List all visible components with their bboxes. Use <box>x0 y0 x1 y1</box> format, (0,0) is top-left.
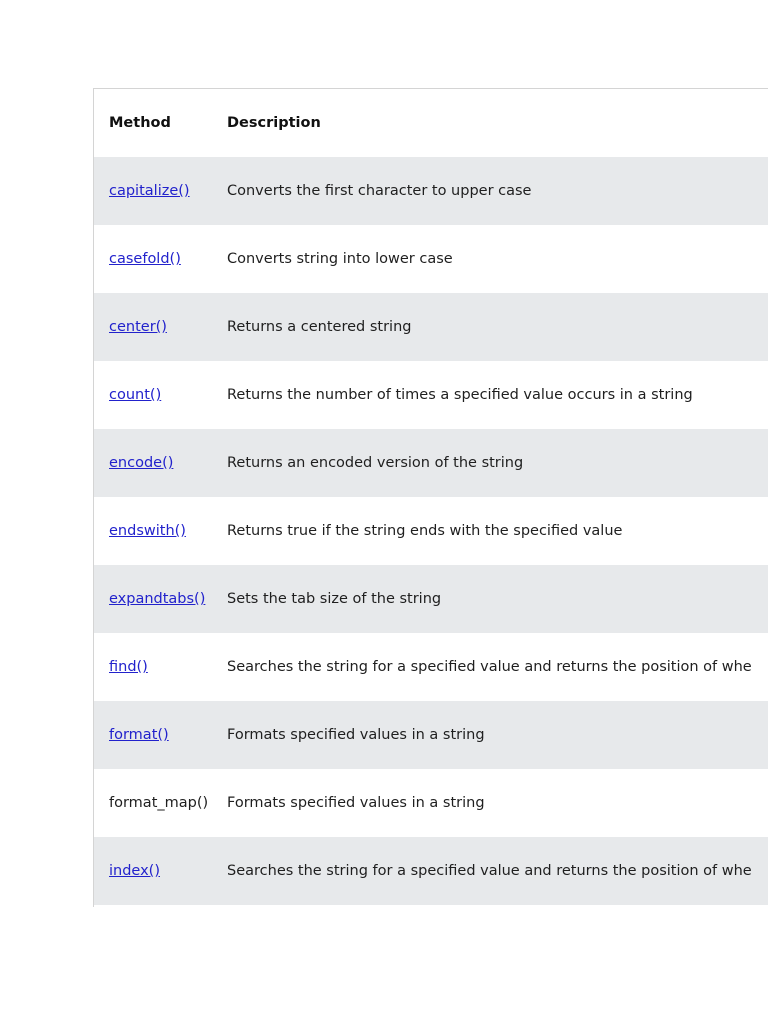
table-row <box>94 769 768 837</box>
column-header-method: Method <box>109 115 171 131</box>
description-cell: Sets the tab size of the string <box>218 565 768 633</box>
method-cell <box>94 837 218 905</box>
table-row <box>94 497 768 565</box>
method-link[interactable]: index() <box>109 863 160 879</box>
table-row <box>94 565 768 633</box>
description-cell: Formats specified values in a string <box>218 701 768 769</box>
column-header-description: Description <box>227 115 321 131</box>
description-cell: Formats specified values in a string <box>227 795 485 811</box>
description-cell: Searches the string for a specified value and returns the position of whe <box>218 837 768 905</box>
method-cell <box>94 565 218 633</box>
table-row <box>94 225 768 293</box>
method-cell <box>94 225 218 293</box>
description-cell: Returns a centered string <box>218 293 768 361</box>
method-link[interactable]: count() <box>109 387 162 403</box>
table-row <box>94 837 768 905</box>
method-link[interactable]: capitalize() <box>109 183 190 199</box>
description-cell: Converts string into lower case <box>227 251 453 267</box>
description-cell: Searches the string for a specified value and returns the position of whe <box>227 659 752 675</box>
method-link[interactable]: endswith() <box>109 523 186 539</box>
string-methods-table <box>93 88 768 907</box>
table-row <box>94 293 768 361</box>
method-cell <box>94 633 218 701</box>
table-row <box>94 429 768 497</box>
description-cell: Returns the number of times a specified value occurs in a string <box>227 387 693 403</box>
table-header-row <box>94 89 768 157</box>
description-cell: Returns true if the string ends with the specified value <box>227 523 623 539</box>
method-cell <box>94 293 218 361</box>
table-body <box>94 157 768 905</box>
method-link[interactable]: format() <box>109 727 169 743</box>
method-name: format_map() <box>109 795 209 811</box>
method-link[interactable]: center() <box>109 319 167 335</box>
table-row <box>94 157 768 225</box>
method-link[interactable]: expandtabs() <box>109 591 206 607</box>
table-row <box>94 361 768 429</box>
method-cell <box>94 157 218 225</box>
method-cell <box>94 769 218 837</box>
method-cell <box>94 701 218 769</box>
method-link[interactable]: encode() <box>109 455 174 471</box>
table-row <box>94 701 768 769</box>
method-cell <box>94 497 218 565</box>
method-cell <box>94 429 218 497</box>
method-link[interactable]: find() <box>109 659 148 675</box>
description-cell: Converts the first character to upper case <box>218 157 768 225</box>
methods-table <box>94 89 768 905</box>
table-row <box>94 633 768 701</box>
method-link[interactable]: casefold() <box>109 251 181 267</box>
description-cell: Returns an encoded version of the string <box>218 429 768 497</box>
method-cell <box>94 361 218 429</box>
